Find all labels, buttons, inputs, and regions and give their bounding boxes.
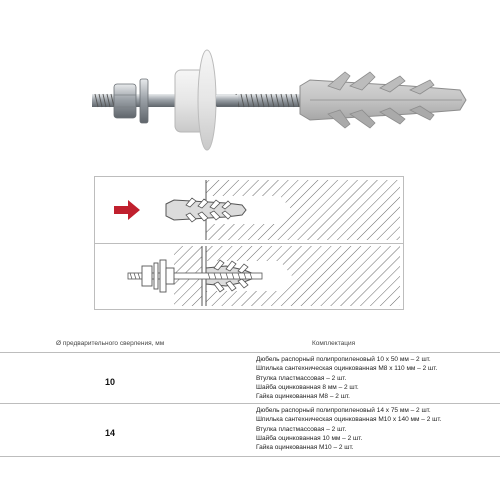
row-contents — [256, 355, 437, 401]
installation-arrow-icon — [114, 200, 140, 220]
specification-table — [0, 340, 500, 500]
row-diameter: 10 — [105, 377, 116, 387]
diagram-step-mounted-stud — [128, 246, 400, 306]
row-diameter: 14 — [105, 428, 116, 438]
list-item: Шпилька сантехническая оцинкованная М8 х 110 мм – 2 шт. — [256, 365, 438, 373]
diameter-column-header: Ø предварительного сверления, мм — [56, 340, 165, 347]
list-item: Гайка оцинкованная М8 – 2 шт. — [256, 393, 350, 401]
list-item: Шайба оцинкованная 8 мм – 2 шт. — [256, 383, 359, 391]
diagram-step-insert-dowel — [114, 180, 400, 240]
expansion-dowel — [300, 72, 466, 128]
list-item: Дюбель распорный полипропиленовый 14 х 75 мм – 2 шт. — [256, 407, 431, 414]
list-item: Втулка пластмассовая – 2 шт. — [256, 425, 347, 433]
table-divider — [0, 403, 500, 404]
list-item: Шайба оцинкованная 10 мм – 2 шт. — [256, 434, 363, 442]
list-item: Дюбель распорный полипропиленовый 10 х 50 мм – 2 шт. — [256, 356, 431, 363]
product-photo — [0, 0, 500, 170]
list-item: Гайка оцинкованная М10 – 2 шт. — [256, 444, 354, 452]
list-item: Втулка пластмассовая – 2 шт. — [256, 374, 347, 382]
list-item: Шпилька сантехническая оцинкованная М10 х 140 мм – 2 шт. — [256, 416, 442, 424]
hex-nut — [114, 84, 136, 118]
washer — [140, 79, 148, 123]
installation-diagram — [94, 176, 404, 310]
contents-column-header: Комплектация — [312, 340, 356, 347]
plastic-sleeve-flange — [198, 50, 216, 150]
row-contents — [256, 406, 441, 452]
table-divider — [0, 456, 500, 457]
table-divider — [0, 352, 500, 353]
